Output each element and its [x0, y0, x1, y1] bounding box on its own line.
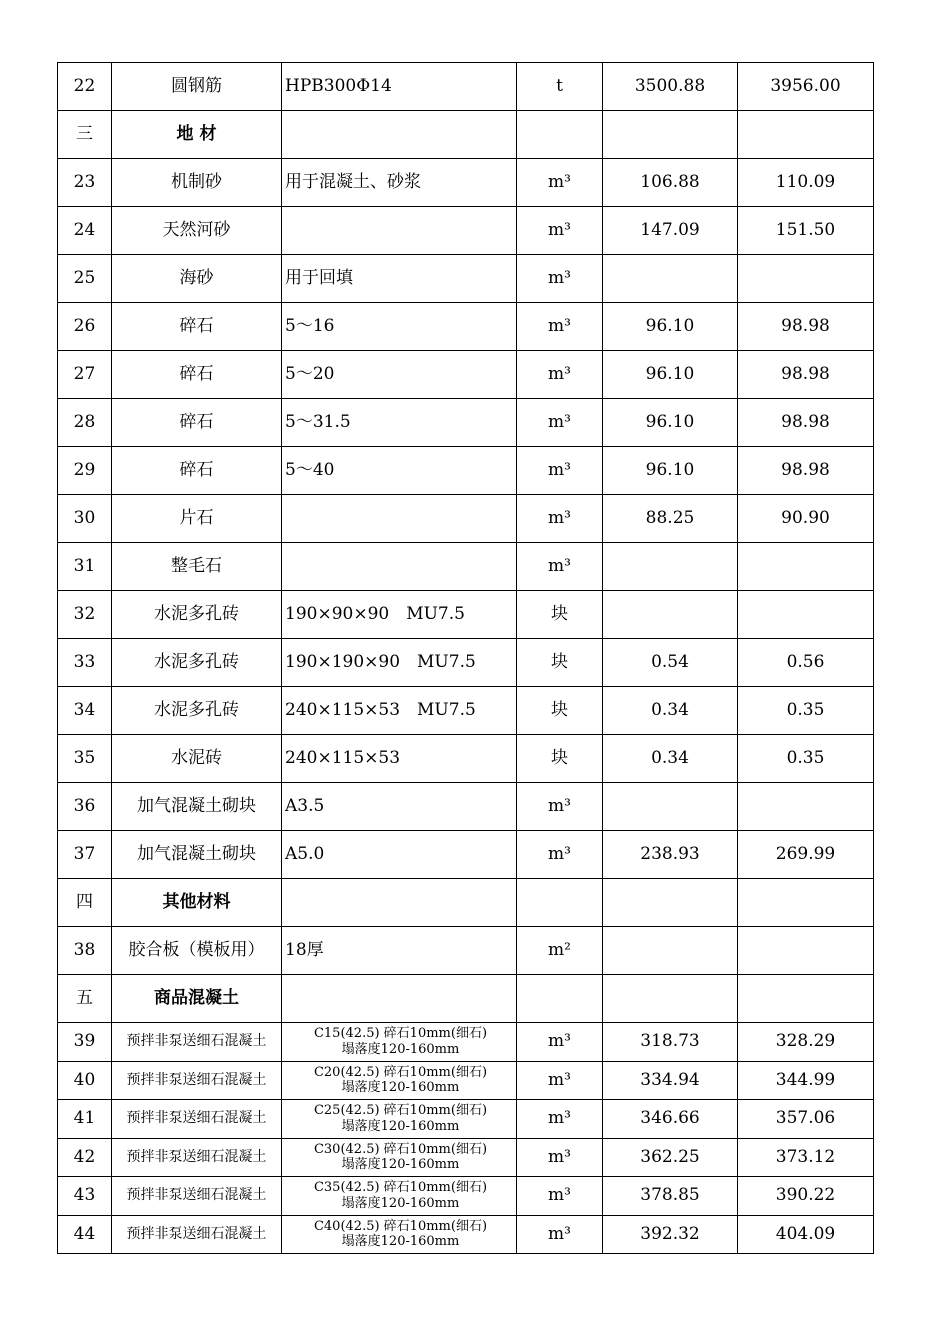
spec-cell: 5～16 [282, 303, 517, 351]
spec-cell [282, 1061, 517, 1100]
spec-cell [282, 495, 517, 543]
section-header-row [58, 879, 874, 927]
material-name-cell: 商品混凝土 [112, 975, 282, 1023]
material-name-cell: 预拌非泵送细石混凝土 [112, 1100, 282, 1139]
price-cell: 0.34 [603, 735, 738, 783]
material-name-cell: 预拌非泵送细石混凝土 [112, 1138, 282, 1177]
unit-cell: m³ [517, 1100, 603, 1139]
price-cell: 362.25 [603, 1138, 738, 1177]
price-cell: 96.10 [603, 399, 738, 447]
material-name-cell: 圆钢筋 [112, 63, 282, 111]
spec-cell [282, 975, 517, 1023]
table-row [58, 1023, 874, 1062]
material-name-cell: 碎石 [112, 399, 282, 447]
spec-cell: 190×90×90 MU7.5 [282, 591, 517, 639]
price-cell [603, 927, 738, 975]
spec-cell [282, 1215, 517, 1254]
spec-line-2: 塌落度120-160mm [341, 1118, 460, 1134]
unit-cell [517, 975, 603, 1023]
price-cell [738, 591, 874, 639]
price-cell: 98.98 [738, 351, 874, 399]
unit-cell: m³ [517, 543, 603, 591]
material-name-cell: 胶合板（模板用） [112, 927, 282, 975]
price-cell: 318.73 [603, 1023, 738, 1062]
unit-cell: m³ [517, 159, 603, 207]
spec-cell [282, 111, 517, 159]
row-number-cell: 42 [58, 1138, 112, 1177]
price-cell: 378.85 [603, 1177, 738, 1216]
row-number-cell: 三 [58, 111, 112, 159]
price-cell: 96.10 [603, 351, 738, 399]
table-row [58, 447, 874, 495]
row-number-cell: 35 [58, 735, 112, 783]
price-cell [738, 975, 874, 1023]
price-cell: 238.93 [603, 831, 738, 879]
material-name-cell: 水泥砖 [112, 735, 282, 783]
row-number-cell: 33 [58, 639, 112, 687]
material-name-cell: 地 材 [112, 111, 282, 159]
unit-cell: m³ [517, 783, 603, 831]
row-number-cell: 23 [58, 159, 112, 207]
material-name-cell: 片石 [112, 495, 282, 543]
price-cell: 98.98 [738, 447, 874, 495]
row-number-cell: 32 [58, 591, 112, 639]
price-cell: 334.94 [603, 1061, 738, 1100]
material-name-cell: 加气混凝土砌块 [112, 783, 282, 831]
price-cell: 269.99 [738, 831, 874, 879]
table-row [58, 783, 874, 831]
spec-line-1: C20(42.5) 碎石10mm(细石) [313, 1064, 488, 1080]
material-name-cell: 机制砂 [112, 159, 282, 207]
row-number-cell: 39 [58, 1023, 112, 1062]
price-table [57, 62, 874, 1254]
price-cell: 373.12 [738, 1138, 874, 1177]
table-row [58, 1100, 874, 1139]
unit-cell: m² [517, 927, 603, 975]
price-cell [738, 879, 874, 927]
row-number-cell: 40 [58, 1061, 112, 1100]
price-cell: 96.10 [603, 447, 738, 495]
unit-cell: m³ [517, 495, 603, 543]
price-cell: 0.56 [738, 639, 874, 687]
price-cell: 98.98 [738, 303, 874, 351]
material-name-cell: 水泥多孔砖 [112, 639, 282, 687]
unit-cell: 块 [517, 687, 603, 735]
price-cell: 98.98 [738, 399, 874, 447]
spec-cell: 5～31.5 [282, 399, 517, 447]
spec-line-1: C30(42.5) 碎石10mm(细石) [313, 1141, 488, 1157]
material-name-cell: 天然河砂 [112, 207, 282, 255]
unit-cell: 块 [517, 639, 603, 687]
unit-cell: m³ [517, 351, 603, 399]
price-cell [603, 543, 738, 591]
material-name-cell: 碎石 [112, 303, 282, 351]
row-number-cell: 44 [58, 1215, 112, 1254]
price-cell [603, 783, 738, 831]
material-name-cell: 加气混凝土砌块 [112, 831, 282, 879]
price-cell [603, 111, 738, 159]
row-number-cell: 24 [58, 207, 112, 255]
spec-cell: A5.0 [282, 831, 517, 879]
price-cell [738, 927, 874, 975]
price-cell [603, 255, 738, 303]
material-name-cell: 其他材料 [112, 879, 282, 927]
spec-line-1: C15(42.5) 碎石10mm(细石) [313, 1026, 488, 1042]
price-cell: 344.99 [738, 1061, 874, 1100]
spec-line-2: 塌落度120-160mm [341, 1234, 460, 1250]
price-cell: 392.32 [603, 1215, 738, 1254]
row-number-cell: 37 [58, 831, 112, 879]
row-number-cell: 四 [58, 879, 112, 927]
row-number-cell: 36 [58, 783, 112, 831]
price-cell [603, 591, 738, 639]
row-number-cell: 28 [58, 399, 112, 447]
price-cell: 3500.88 [603, 63, 738, 111]
unit-cell: m³ [517, 1177, 603, 1216]
price-cell: 346.66 [603, 1100, 738, 1139]
table-row [58, 159, 874, 207]
unit-cell: m³ [517, 1215, 603, 1254]
spec-line-1: C40(42.5) 碎石10mm(细石) [313, 1218, 488, 1234]
price-table-body [58, 63, 874, 1254]
unit-cell: m³ [517, 1138, 603, 1177]
spec-cell: 用于回填 [282, 255, 517, 303]
row-number-cell: 41 [58, 1100, 112, 1139]
row-number-cell: 43 [58, 1177, 112, 1216]
spec-line-1: C35(42.5) 碎石10mm(细石) [313, 1180, 488, 1196]
row-number-cell: 30 [58, 495, 112, 543]
section-header-row [58, 111, 874, 159]
table-row [58, 255, 874, 303]
table-row [58, 1061, 874, 1100]
table-row [58, 495, 874, 543]
table-row [58, 831, 874, 879]
unit-cell [517, 879, 603, 927]
price-cell [738, 111, 874, 159]
spec-cell: 18厚 [282, 927, 517, 975]
spec-cell [282, 1023, 517, 1062]
row-number-cell: 29 [58, 447, 112, 495]
price-cell: 106.88 [603, 159, 738, 207]
spec-cell: 240×115×53 [282, 735, 517, 783]
price-cell: 110.09 [738, 159, 874, 207]
table-row [58, 687, 874, 735]
spec-cell: HPB300Φ14 [282, 63, 517, 111]
price-cell [603, 879, 738, 927]
spec-cell [282, 543, 517, 591]
spec-cell: 240×115×53 MU7.5 [282, 687, 517, 735]
price-cell: 147.09 [603, 207, 738, 255]
price-cell: 0.35 [738, 687, 874, 735]
price-cell: 0.54 [603, 639, 738, 687]
unit-cell: 块 [517, 591, 603, 639]
section-header-row [58, 975, 874, 1023]
table-row [58, 1138, 874, 1177]
row-number-cell: 22 [58, 63, 112, 111]
spec-line-2: 塌落度120-160mm [341, 1195, 460, 1211]
unit-cell: t [517, 63, 603, 111]
table-row [58, 1177, 874, 1216]
spec-cell [282, 1177, 517, 1216]
price-cell: 328.29 [738, 1023, 874, 1062]
unit-cell: m³ [517, 447, 603, 495]
price-cell: 404.09 [738, 1215, 874, 1254]
spec-cell [282, 1138, 517, 1177]
price-cell [738, 543, 874, 591]
material-name-cell: 碎石 [112, 447, 282, 495]
material-name-cell: 整毛石 [112, 543, 282, 591]
table-row [58, 591, 874, 639]
material-name-cell: 海砂 [112, 255, 282, 303]
unit-cell: 块 [517, 735, 603, 783]
price-cell: 3956.00 [738, 63, 874, 111]
row-number-cell: 38 [58, 927, 112, 975]
price-cell: 96.10 [603, 303, 738, 351]
table-row [58, 927, 874, 975]
price-cell: 0.34 [603, 687, 738, 735]
spec-line-2: 塌落度120-160mm [341, 1157, 460, 1173]
row-number-cell: 五 [58, 975, 112, 1023]
price-cell [738, 783, 874, 831]
spec-cell: 用于混凝土、砂浆 [282, 159, 517, 207]
table-row [58, 1215, 874, 1254]
table-row [58, 399, 874, 447]
unit-cell: m³ [517, 399, 603, 447]
row-number-cell: 27 [58, 351, 112, 399]
material-name-cell: 预拌非泵送细石混凝土 [112, 1023, 282, 1062]
row-number-cell: 25 [58, 255, 112, 303]
material-name-cell: 预拌非泵送细石混凝土 [112, 1061, 282, 1100]
material-name-cell: 碎石 [112, 351, 282, 399]
spec-cell: 5～40 [282, 447, 517, 495]
unit-cell: m³ [517, 1023, 603, 1062]
spec-line-1: C25(42.5) 碎石10mm(细石) [313, 1103, 488, 1119]
table-row [58, 303, 874, 351]
table-row [58, 63, 874, 111]
unit-cell: m³ [517, 1061, 603, 1100]
unit-cell: m³ [517, 255, 603, 303]
table-row [58, 351, 874, 399]
table-row [58, 207, 874, 255]
price-cell: 88.25 [603, 495, 738, 543]
price-cell: 90.90 [738, 495, 874, 543]
spec-cell [282, 1100, 517, 1139]
spec-line-2: 塌落度120-160mm [341, 1080, 460, 1096]
unit-cell [517, 111, 603, 159]
row-number-cell: 34 [58, 687, 112, 735]
spec-line-2: 塌落度120-160mm [341, 1041, 460, 1057]
row-number-cell: 31 [58, 543, 112, 591]
table-row [58, 735, 874, 783]
material-name-cell: 水泥多孔砖 [112, 687, 282, 735]
price-cell [738, 255, 874, 303]
price-cell [603, 975, 738, 1023]
spec-cell [282, 207, 517, 255]
spec-cell: A3.5 [282, 783, 517, 831]
table-row [58, 639, 874, 687]
row-number-cell: 26 [58, 303, 112, 351]
unit-cell: m³ [517, 303, 603, 351]
price-cell: 357.06 [738, 1100, 874, 1139]
spec-cell: 5～20 [282, 351, 517, 399]
price-cell: 390.22 [738, 1177, 874, 1216]
unit-cell: m³ [517, 831, 603, 879]
material-name-cell: 预拌非泵送细石混凝土 [112, 1177, 282, 1216]
spec-cell: 190×190×90 MU7.5 [282, 639, 517, 687]
price-cell: 151.50 [738, 207, 874, 255]
table-row [58, 543, 874, 591]
price-cell: 0.35 [738, 735, 874, 783]
unit-cell: m³ [517, 207, 603, 255]
material-name-cell: 预拌非泵送细石混凝土 [112, 1215, 282, 1254]
spec-cell [282, 879, 517, 927]
material-name-cell: 水泥多孔砖 [112, 591, 282, 639]
